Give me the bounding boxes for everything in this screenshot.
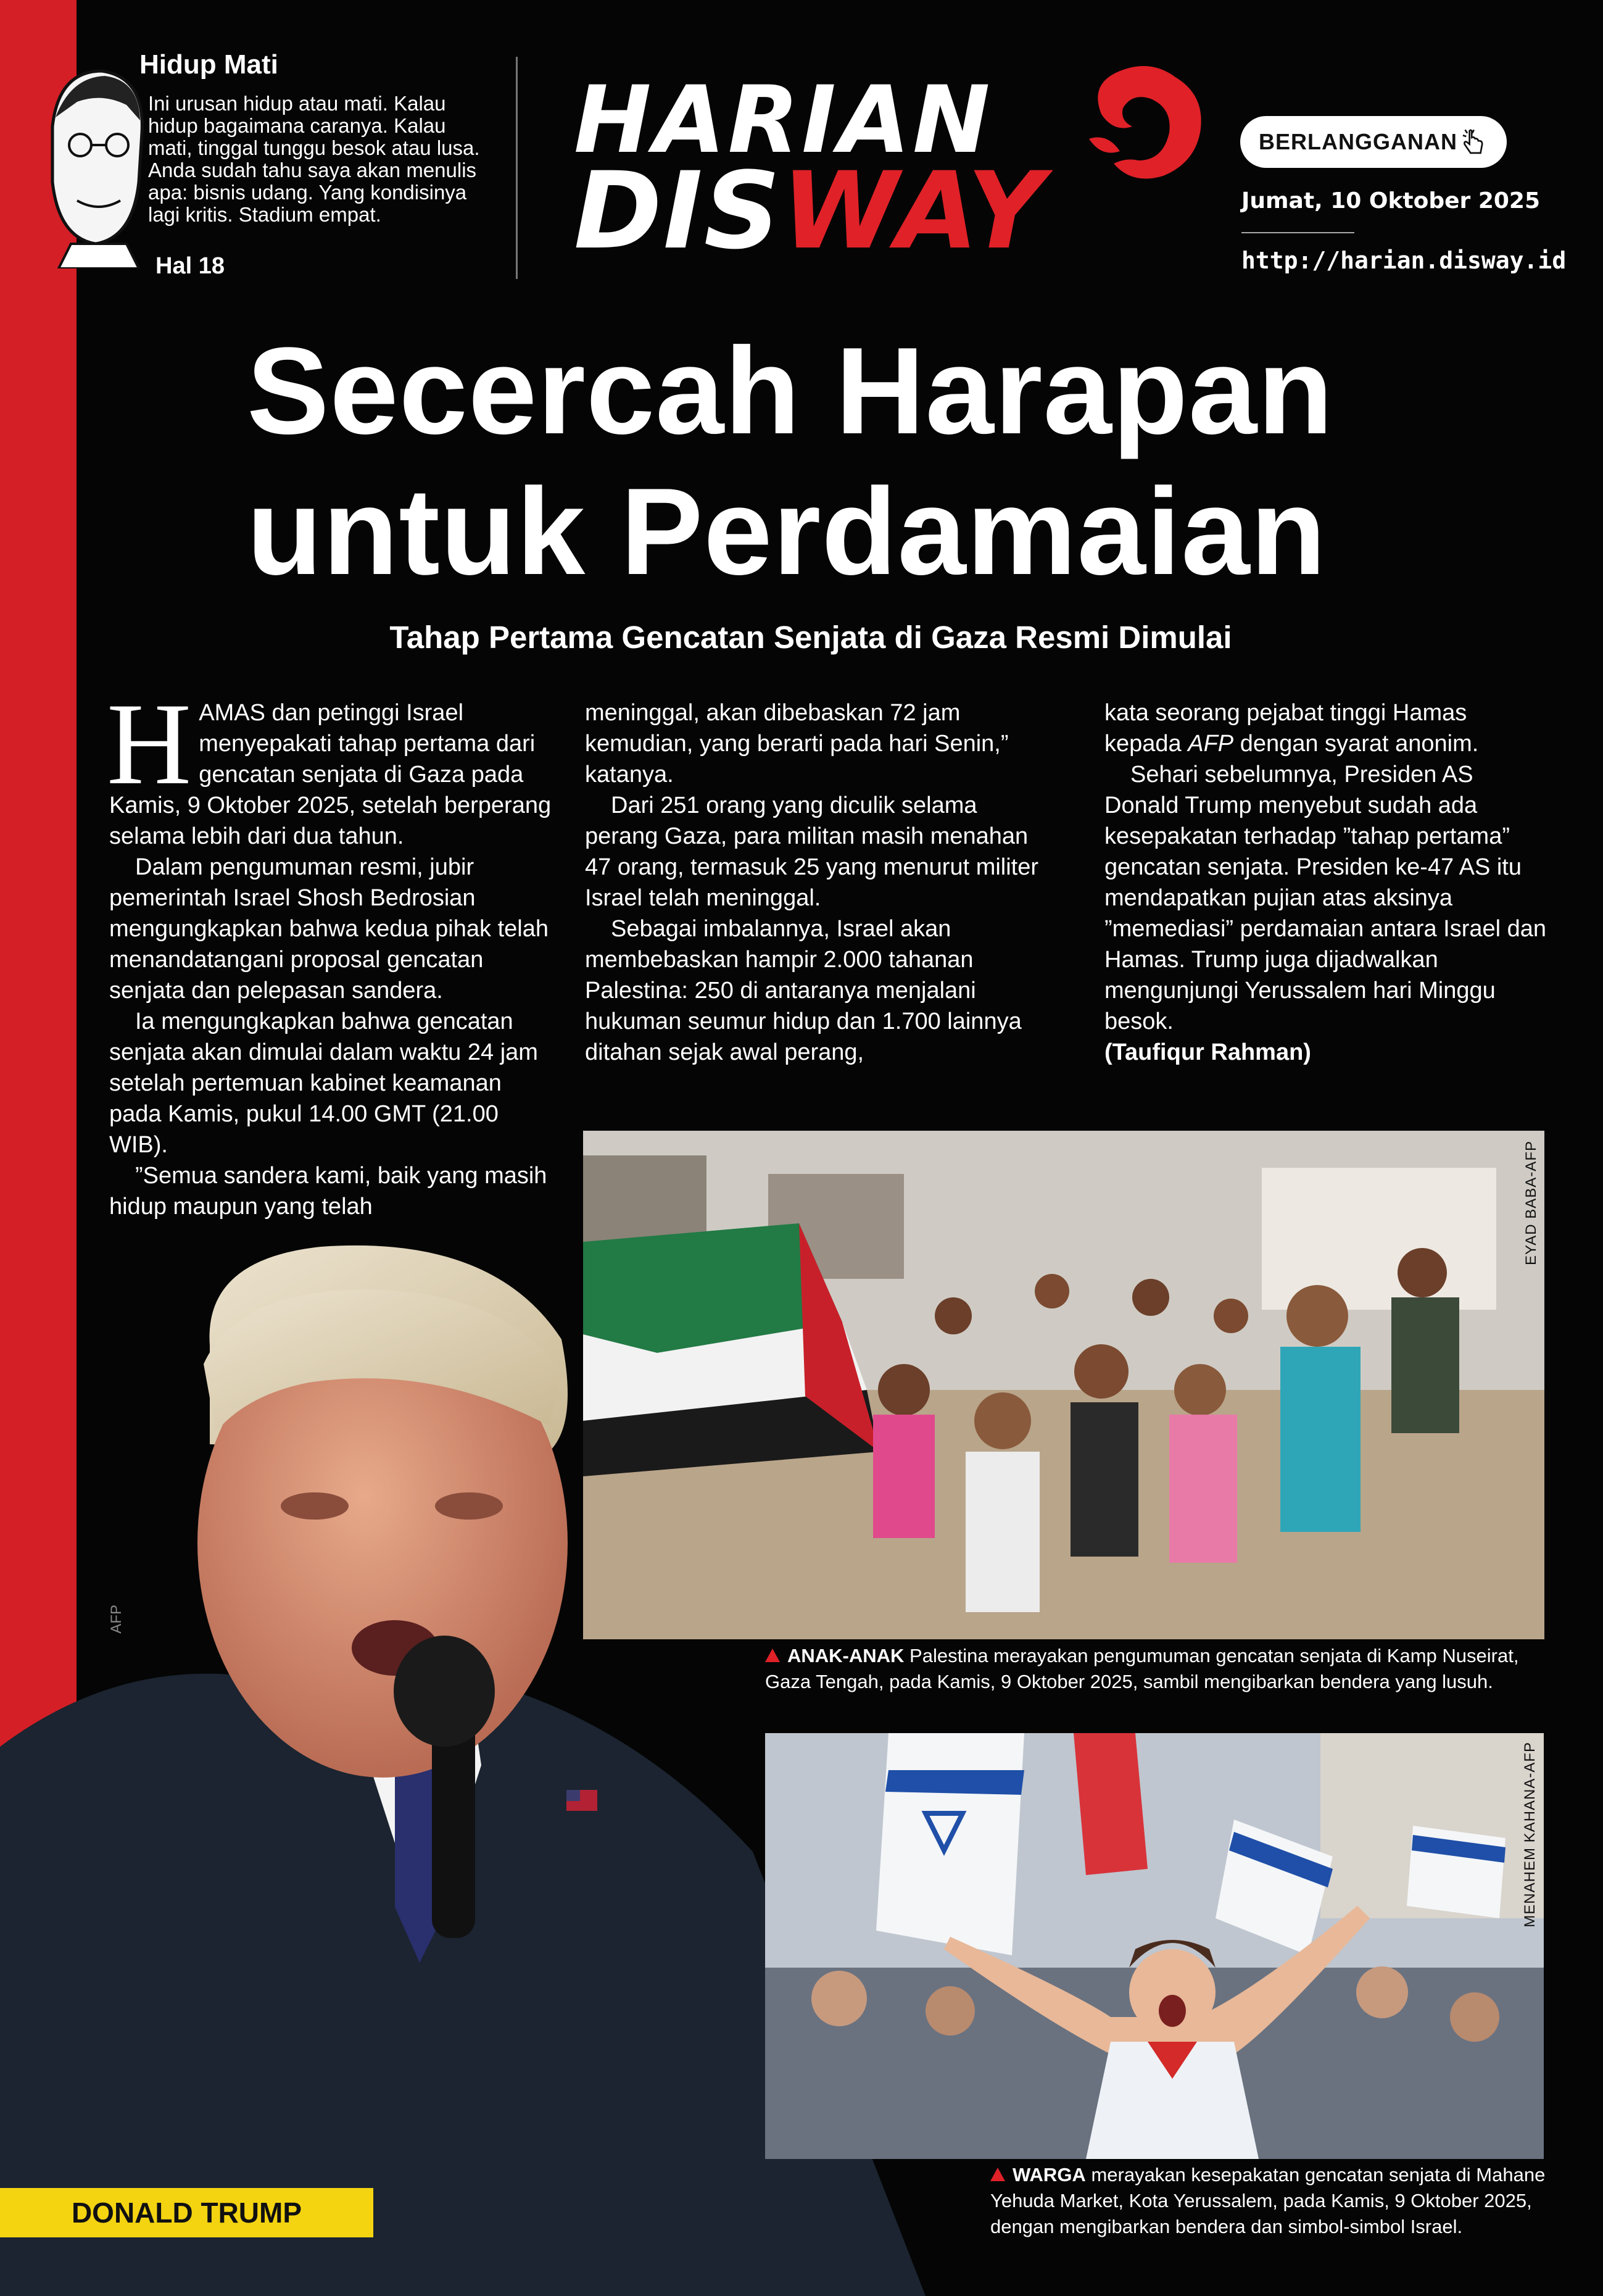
photo1-credit: EYAD BABA-AFP	[1523, 1141, 1539, 1265]
article-column-3	[1104, 697, 1549, 1068]
source-name: AFP	[1188, 731, 1234, 757]
paragraph-text: kata seorang pejabat tinggi Hamas kepada	[1104, 700, 1467, 757]
trump-name-tag: DONALD TRUMP	[0, 2188, 373, 2237]
caption-text: Palestina merayakan pengumuman gencatan senjata di Kamp Nuseirat, Gaza Tengah, pada Kamis, 9 Oktober 2025, sambil mengibarkan bendera yang lusuh.	[765, 1645, 1519, 1692]
caption-lead: ANAK-ANAK	[787, 1645, 905, 1666]
logo[interactable]	[574, 67, 1046, 273]
caption-text: merayakan kesepakatan gencatan senjata di Mahane Yehuda Market, Kota Yerussalem, pada Kamis, 9 Oktober 2025, dengan mengibarkan bendera dan simbol-simbol Israel.	[990, 2164, 1546, 2237]
dragon-logo-icon	[1077, 59, 1212, 188]
column-title: Hidup Mati	[139, 49, 278, 80]
paragraph: Sehari sebelumnya, Presiden AS Donald Trump menyebut sudah ada kesepakatan terhadap ”tahap pertama” gencatan senjata. Presiden ke-47 AS itu mendapatkan pujian atas aksinya ”memediasi” perdamaian antara Israel dan Hamas. Trump juga dijadwalkan mengunjungi Yerussalem hari Minggu besok.	[1104, 762, 1547, 1034]
logo-line2-red: WAY	[781, 149, 1046, 273]
subscribe-button[interactable]	[1240, 116, 1507, 168]
column-page-ref: Hal 18	[155, 253, 225, 279]
caption-lead: WARGA	[1013, 2164, 1086, 2186]
trump-photo-credit: AFP	[108, 1605, 125, 1634]
date-divider	[1241, 232, 1354, 233]
logo-line2-white: DIS	[574, 149, 782, 273]
site-url-link[interactable]: http://harian.disway.id	[1241, 247, 1567, 274]
paragraph: meninggal, akan dibebaskan 72 jam kemudian, yang berarti pada hari Senin,” katanya.	[585, 700, 1009, 788]
caption-marker-icon	[765, 1649, 780, 1662]
paragraph: Dari 251 orang yang diculik selama perang Gaza, para militan masih menahan 47 orang, termasuk 25 yang menurut militer Israel telah meninggal.	[585, 792, 1039, 911]
photo1-caption	[765, 1643, 1536, 1695]
issue-date: Jumat, 10 Oktober 2025	[1241, 188, 1541, 214]
photo2-credit: MENAHEM KAHANA-AFP	[1522, 1742, 1538, 1928]
logo-line1: HARIAN	[574, 67, 993, 174]
headline: Secercah Harapan untuk Perdamaian	[247, 322, 1334, 601]
paragraph	[1104, 697, 1549, 759]
logo-line2	[574, 149, 1046, 273]
paragraph: Ia mengungkapkan bahwa gencatan senjata akan dimulai dalam waktu 24 jam setelah pertemuan kabinet keamanan pada Kamis, pukul 14.00 GMT (21.00 WIB).	[109, 1009, 538, 1158]
subscribe-label: BERLANGGANAN	[1259, 129, 1457, 154]
article-column-2	[585, 697, 1042, 1068]
author-byline: (Taufiqur Rahman)	[1104, 1039, 1311, 1065]
article-column-1	[107, 680, 553, 1222]
paragraph-text: dengan syarat anonim.	[1233, 731, 1479, 757]
masthead-divider	[516, 57, 518, 279]
columnist-sketch-icon	[34, 59, 157, 268]
pointer-hand-icon	[1457, 125, 1488, 159]
paragraph: Dalam pengumuman resmi, jubir pemerintah Israel Shosh Bedrosian mengungkapkan bahwa kedua pihak telah menandatangani proposal gencatan senjata dan pelepasan sandera.	[109, 854, 549, 1004]
jerusalem-celebration-photo	[765, 1733, 1544, 2159]
paragraph: AMAS dan petinggi Israel menyepakati tahap pertama dari gencatan senjata di Gaza pada Kamis, 9 Oktober 2025, setelah berperang selama lebih dari dua tahun.	[109, 700, 552, 849]
photo2-caption	[990, 2162, 1546, 2240]
paragraph: Sebagai imbalannya, Israel akan membebaskan hampir 2.000 tahanan Palestina: 250 di antaranya menjalani hukuman seumur hidup dan 1.700 lainnya ditahan sejak awal perang,	[585, 916, 1022, 1065]
paragraph: ”Semua sandera kami, baik yang masih hidup maupun yang telah	[109, 1163, 547, 1220]
drop-cap: H	[107, 680, 192, 809]
gaza-children-photo	[583, 1131, 1544, 1639]
caption-marker-icon	[990, 2168, 1005, 2181]
column-teaser: Ini urusan hidup atau mati. Kalau hidup bagaimana caranya. Kalau mati, tinggal tunggu besok atau lusa. Anda sudah tahu saya akan menulis apa: bisnis udang. Yang kondisinya lagi kritis. Stadium empat.	[148, 92, 480, 226]
subheadline: Tahap Pertama Gencatan Senjata di Gaza Resmi Dimulai	[389, 620, 1232, 655]
